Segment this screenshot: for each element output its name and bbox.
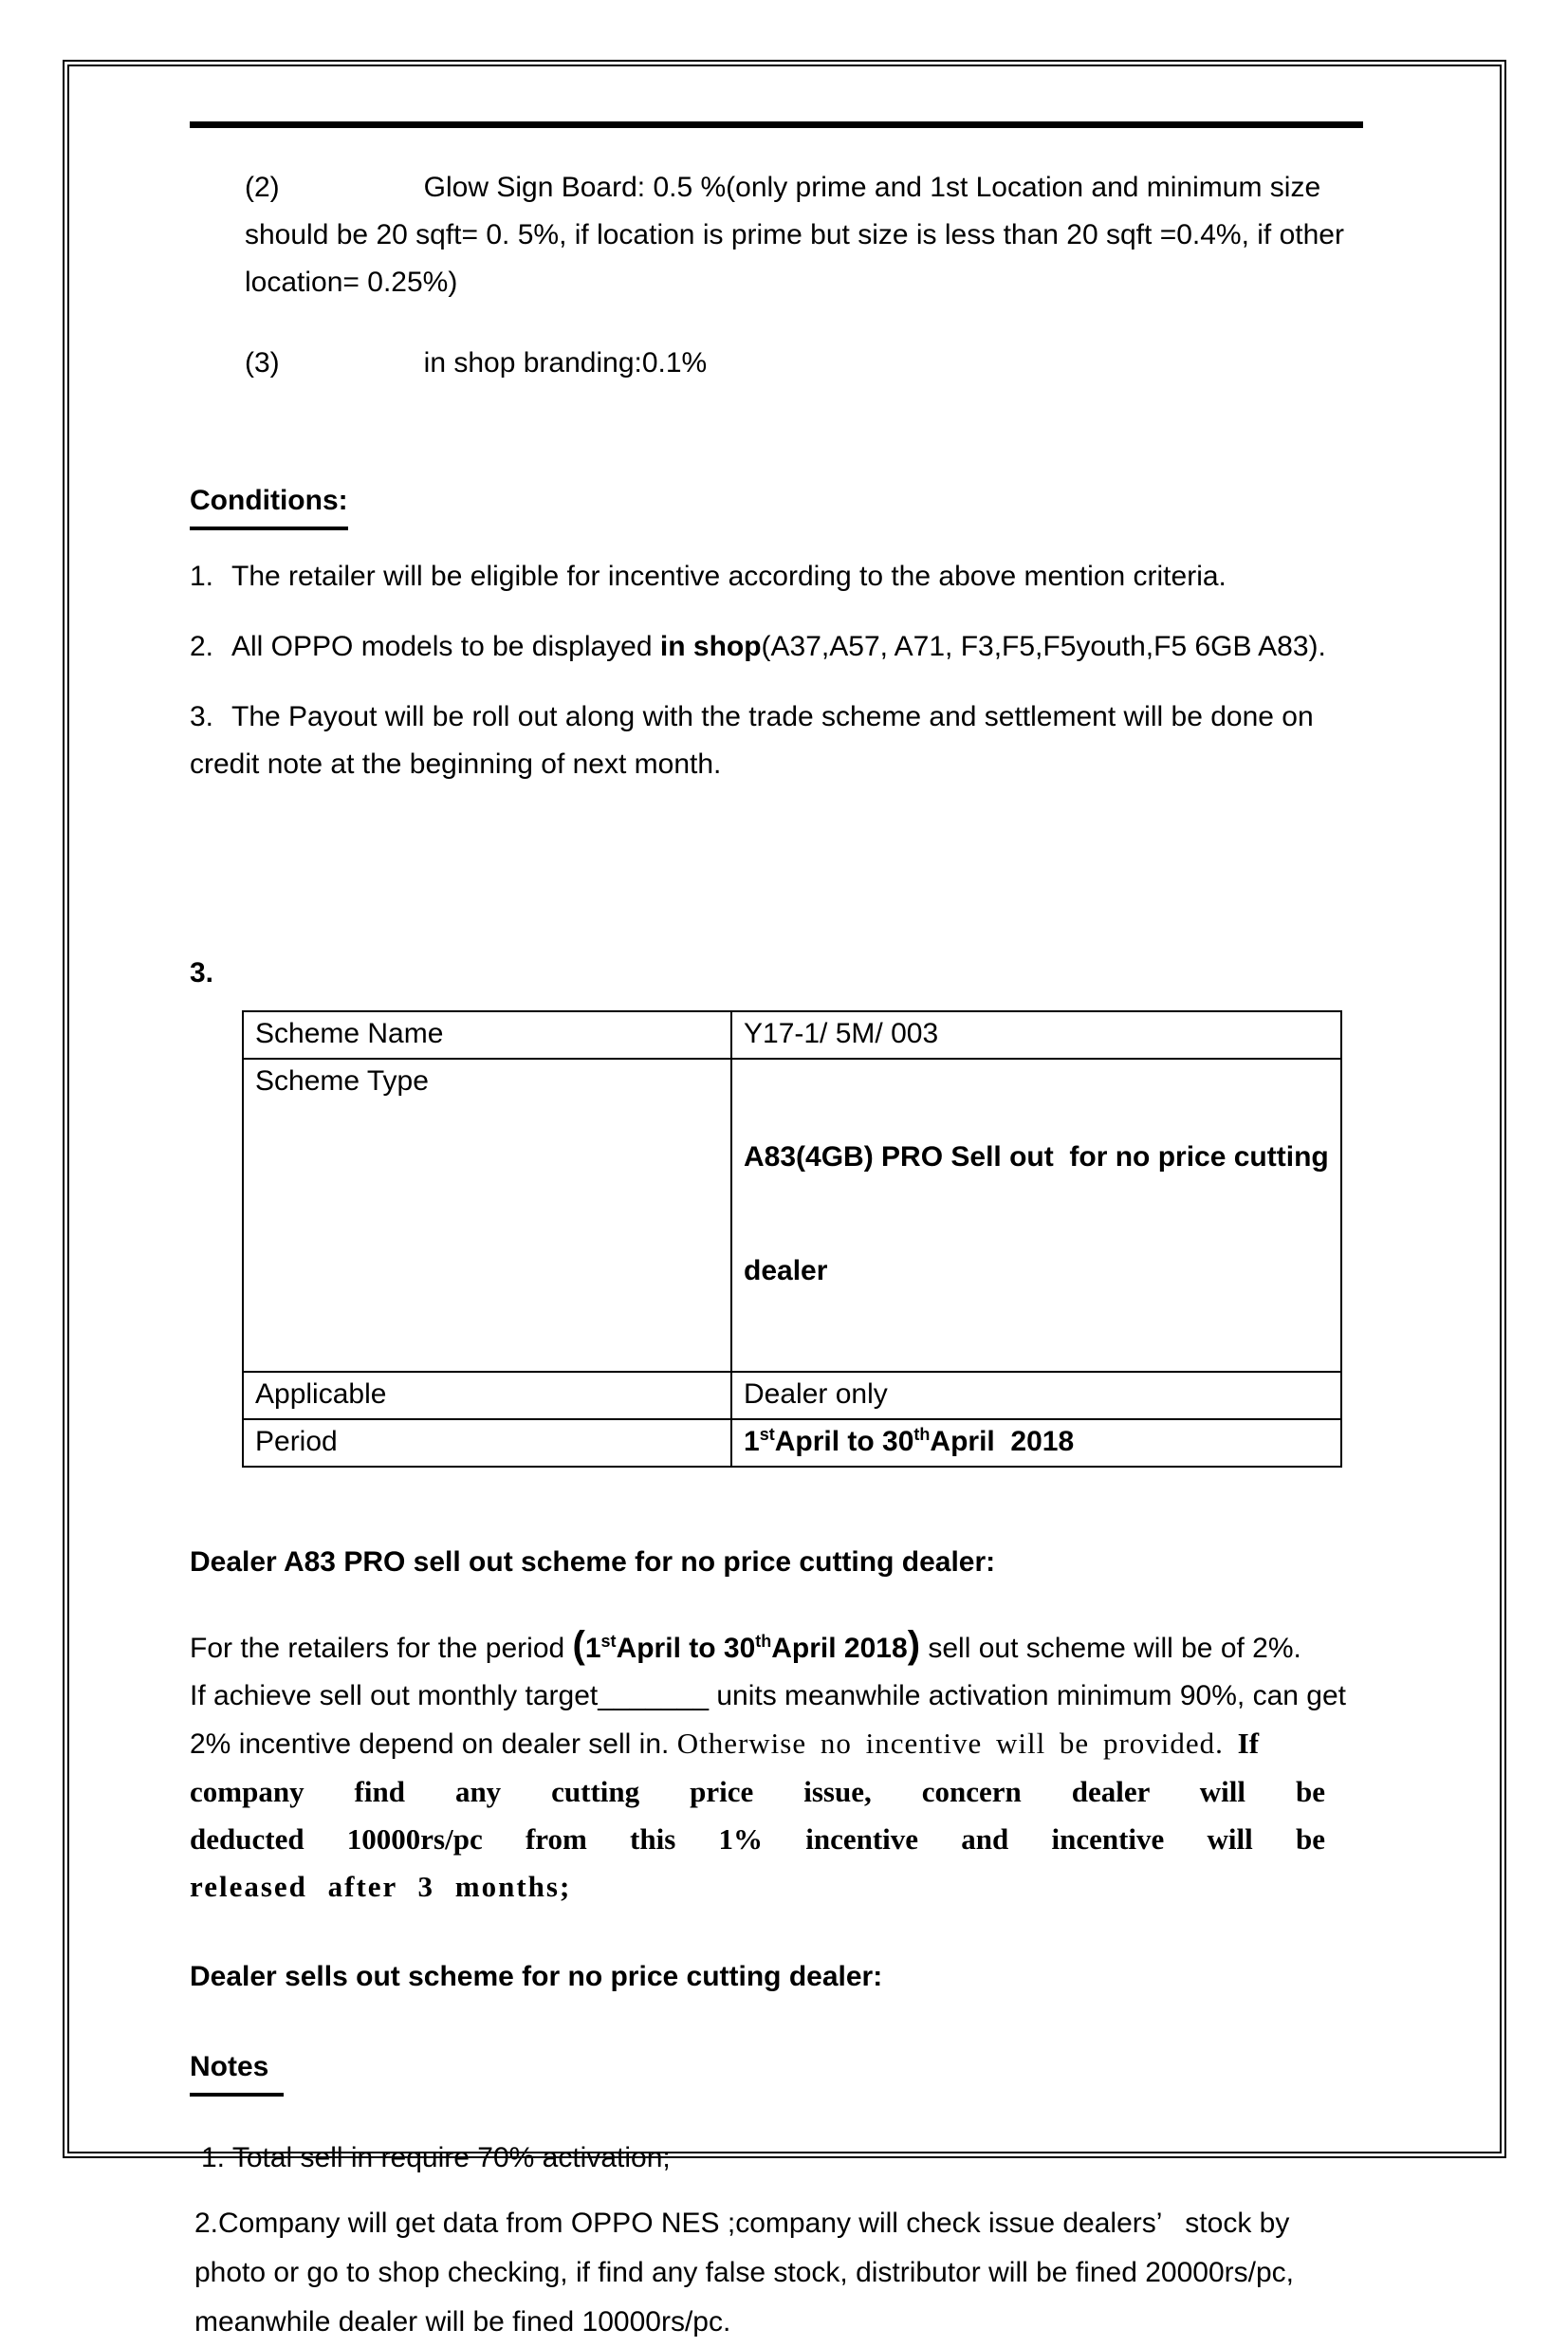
- table-cell-label: Applicable: [243, 1372, 731, 1419]
- table-cell-label: Period: [243, 1419, 731, 1467]
- note-1: 1. Total sell in require 70% activation;: [201, 2142, 671, 2173]
- condition-item-1: [190, 553, 1363, 601]
- condition-item-2: [190, 623, 1363, 671]
- item-2-marker: (2): [245, 172, 280, 203]
- note-2: [190, 2199, 1363, 2347]
- item-2-text: Glow Sign Board: 0.5 %(only prime and 1st Location and minimum size: [423, 172, 1321, 203]
- note-2-line-1: 2.Company will get data from OPPO NES ;company will check issue dealers’ stock by: [194, 2208, 1290, 2239]
- condition-3-number: 3.: [190, 701, 214, 732]
- item-2-line-1: [245, 164, 1363, 212]
- note-2-line-2: photo or go to shop checking, if find any false stock, distributor will be fined 20000rs/pc,: [194, 2257, 1294, 2288]
- item-3-line: [245, 340, 1363, 387]
- table-cell-label: Scheme Type: [243, 1059, 731, 1372]
- condition-3-line-2: credit note at the beginning of next month.: [190, 748, 722, 780]
- table-row: [243, 1419, 1341, 1467]
- paragraph-line-5: deducted 10000rs/pc from this 1% incentive and incentive will be: [190, 1822, 1325, 1856]
- superscript-st: st: [759, 1425, 775, 1444]
- line-1-post: sell out scheme will be of 2%.: [920, 1633, 1301, 1664]
- scheme-type-line-2: dealer: [744, 1255, 828, 1286]
- open-paren: (: [572, 1624, 585, 1666]
- superscript-st: st: [600, 1632, 617, 1651]
- paragraph-line-2: If achieve sell out monthly target_______ units meanwhile activation minimum 90%, can get: [190, 1680, 1346, 1711]
- table-row: [243, 1011, 1341, 1059]
- item-3-text: in shop branding:0.1%: [423, 347, 708, 379]
- conditions-heading: Conditions:: [190, 477, 1363, 530]
- condition-3-text: The Payout will be roll out along with the trade scheme and settlement will be done on: [231, 701, 1314, 732]
- table-cell-value: Dealer only: [731, 1372, 1341, 1419]
- paragraph-line-4: company find any cutting price issue, concern dealer will be: [190, 1775, 1325, 1808]
- superscript-th: th: [913, 1425, 931, 1444]
- scheme-type-line-1: A83(4GB) PRO Sell out for no price cutting: [744, 1141, 1329, 1173]
- item-2-paragraph: [245, 164, 1363, 306]
- condition-2-text-bold: in shop: [659, 631, 762, 662]
- dealer-scheme-heading: Dealer A83 PRO sell out scheme for no price cutting dealer:: [190, 1546, 996, 1578]
- paragraph-line-3: [190, 1720, 1325, 1768]
- table-cell-value: 1stApril to 30thApril 2018: [731, 1419, 1341, 1467]
- line-3-serif: Otherwise no incentive will be provided.: [676, 1727, 1238, 1760]
- condition-item-3: [190, 693, 1363, 788]
- condition-2-text-pre: All OPPO models to be displayed: [231, 631, 660, 662]
- table-row: [243, 1059, 1341, 1372]
- paragraph-line-6: released after 3 months;: [190, 1870, 572, 1903]
- dealer-sells-heading: Dealer sells out scheme for no price cutting dealer:: [190, 1961, 883, 1992]
- section-3-label: 3.: [190, 957, 214, 989]
- item-2-line-3: location= 0.25%): [245, 267, 458, 298]
- superscript-th: th: [755, 1632, 772, 1651]
- table-cell-value: Y17-1/ 5M/ 003: [731, 1011, 1341, 1059]
- table-cell-label: Scheme Name: [243, 1011, 731, 1059]
- close-paren: ): [907, 1624, 921, 1666]
- line-1-pre: For the retailers for the period: [190, 1633, 573, 1664]
- scheme-table: [242, 1010, 1342, 1468]
- paragraph-line-1: For the retailers for the period (1stApril to 30thApril 2018) sell out scheme will be of 2%.: [190, 1624, 1301, 1666]
- notes-heading: Notes: [190, 2043, 1363, 2097]
- condition-2-number: 2.: [190, 631, 214, 662]
- table-row: [243, 1372, 1341, 1419]
- note-2-line-3: meanwhile dealer will be fined 10000rs/pc.: [194, 2306, 731, 2338]
- item-2-line-2: should be 20 sqft= 0. 5%, if location is prime but size is less than 20 sqft =0.4%, if other: [245, 219, 1344, 250]
- top-rule: [190, 121, 1363, 128]
- table-cell-value: [731, 1059, 1341, 1372]
- condition-3-line-1: [190, 693, 1363, 741]
- page-content: [190, 0, 1363, 2347]
- item-3-marker: (3): [245, 347, 280, 379]
- line-3-sans: 2% incentive depend on dealer sell in.: [190, 1728, 677, 1760]
- condition-1-number: 1.: [190, 561, 214, 592]
- item-3-paragraph: [245, 340, 1363, 387]
- line-3-bold: If: [1237, 1727, 1260, 1760]
- scheme-paragraph: [190, 1621, 1346, 1911]
- condition-1-text: The retailer will be eligible for incentive according to the above mention criteria.: [231, 561, 1227, 592]
- condition-2-text-post: (A37,A57, A71, F3,F5,F5youth,F5 6GB A83).: [761, 631, 1326, 662]
